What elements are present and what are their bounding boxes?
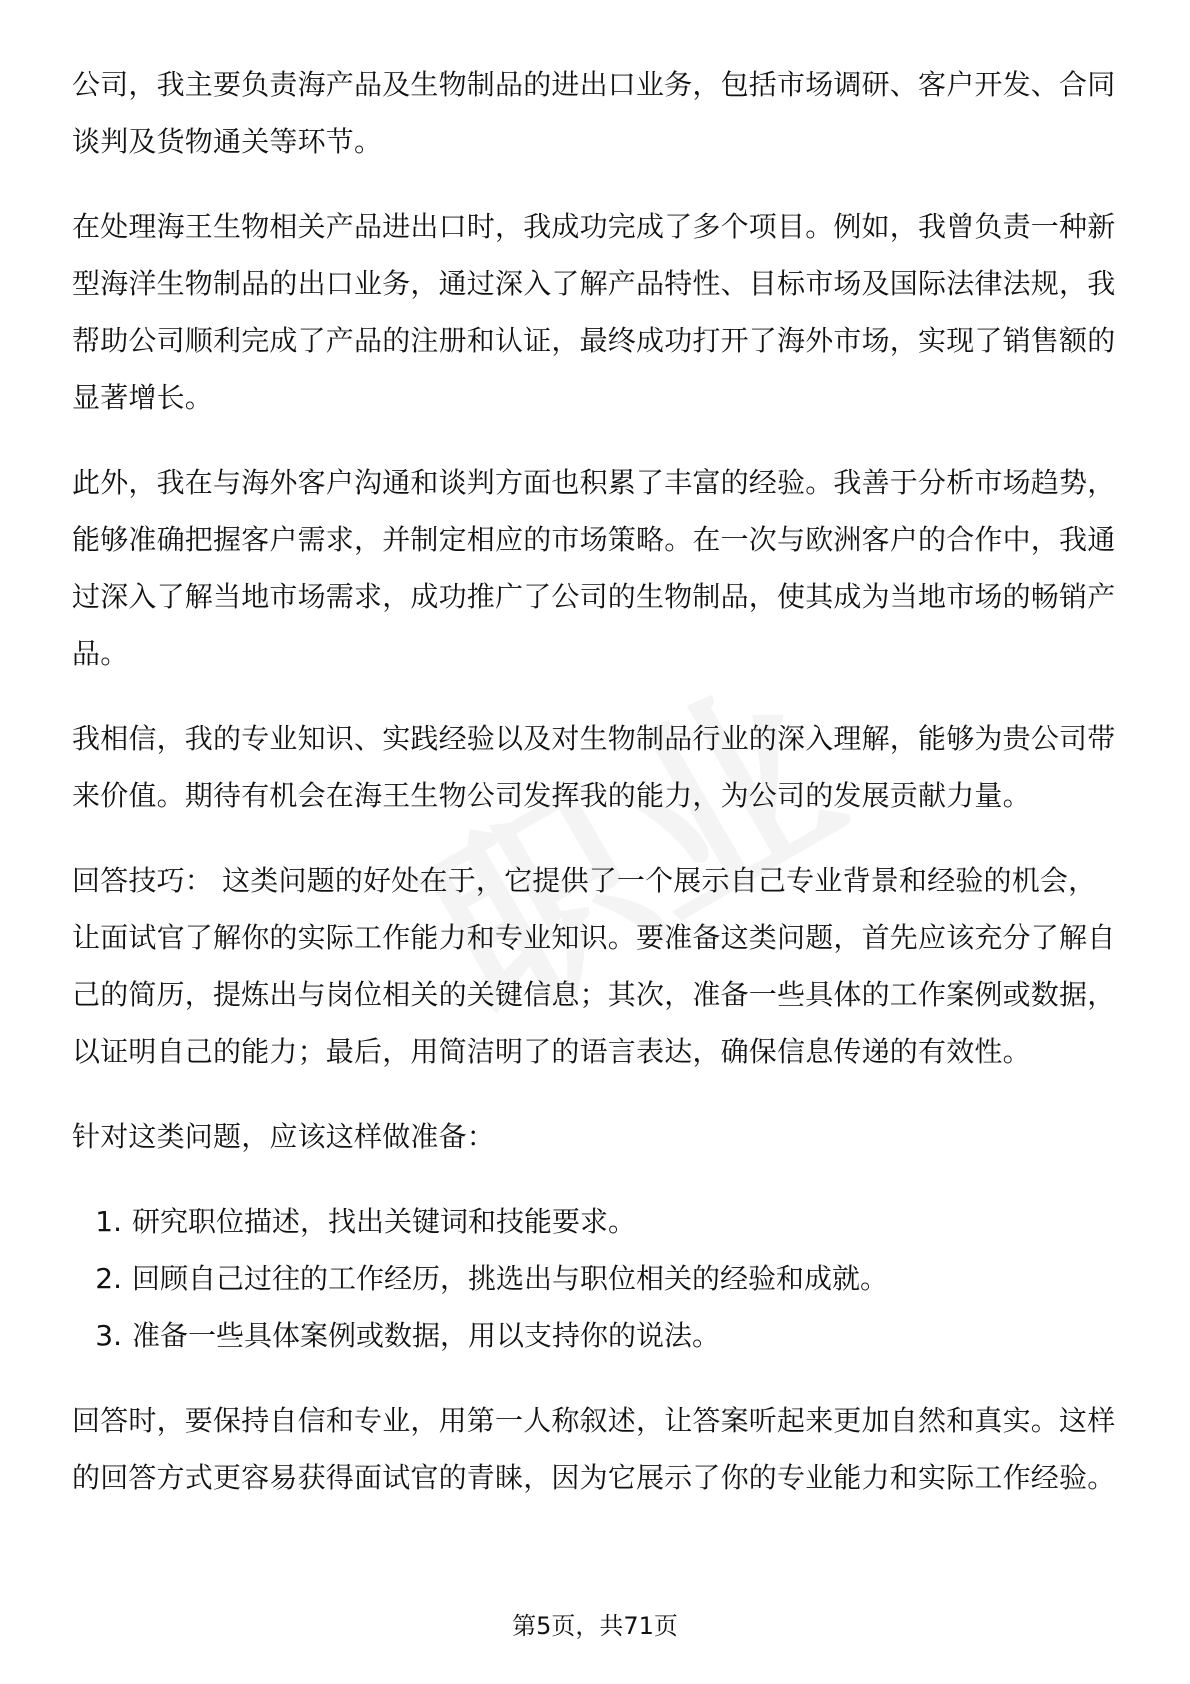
paragraph-project: 在处理海王生物相关产品进出口时，我成功完成了多个项目。例如，我曾负责一种新型海洋生物制品的出口业务，通过深入了解产品特性、目标市场及国际法律法规，我帮助公司顺利完成了产品的注册和认证，最终成功打开了海外市场，实现了销售额的显著增长。: [72, 210, 1116, 414]
page-number-footer: 第5页，共71页: [512, 1612, 678, 1640]
paragraph-preparation-intro: 针对这类问题，应该这样做准备：: [72, 1120, 496, 1153]
paragraph-answer-style: 回答时，要保持自信和专业，用第一人称叙述，让答案听起来更加自然和真实。这样的回答方式更容易获得面试官的青睐，因为它展示了你的专业能力和实际工作经验。: [72, 1404, 1116, 1494]
paragraph-answer-tips: 回答技巧： 这类问题的好处在于，它提供了一个展示自己专业背景和经验的机会，让面试官了解你的实际工作能力和专业知识。要准备这类问题，首先应该充分了解自己的简历，提炼出与岗位相关的关键信息；其次，准备一些具体的工作案例或数据，以证明自己的能力；最后，用简洁明了的语言表达，确保信息传递的有效性。: [72, 864, 1116, 1068]
paragraph-negotiation: 此外，我在与海外客户沟通和谈判方面也积累了丰富的经验。我善于分析市场趋势，能够准确把握客户需求，并制定相应的市场策略。在一次与欧洲客户的合作中，我通过深入了解当地市场需求，成功推广了公司的生物制品，使其成为当地市场的畅销产品。: [72, 466, 1116, 670]
list-number: 3.: [95, 1319, 122, 1352]
list-item: [72, 1307, 1122, 1364]
list-text: 准备一些具体案例或数据，用以支持你的说法。: [132, 1319, 721, 1352]
list-text: 回顾自己过往的工作经历，挑选出与职位相关的经验和成就。: [132, 1262, 889, 1295]
paragraph-intro: 公司，我主要负责海产品及生物制品的进出口业务，包括市场调研、客户开发、合同谈判及货物通关等环节。: [72, 68, 1116, 158]
list-item: [72, 1250, 1122, 1307]
list-item: [72, 1193, 1122, 1250]
list-number: 2.: [95, 1262, 122, 1295]
document-body: [72, 56, 1122, 1506]
list-text: 研究职位描述，找出关键词和技能要求。: [132, 1205, 637, 1238]
preparation-list: [72, 1193, 1122, 1364]
list-number: 1.: [95, 1205, 122, 1238]
paragraph-value: 我相信，我的专业知识、实践经验以及对生物制品行业的深入理解，能够为贵公司带来价值。期待有机会在海王生物公司发挥我的能力，为公司的发展贡献力量。: [72, 722, 1116, 812]
